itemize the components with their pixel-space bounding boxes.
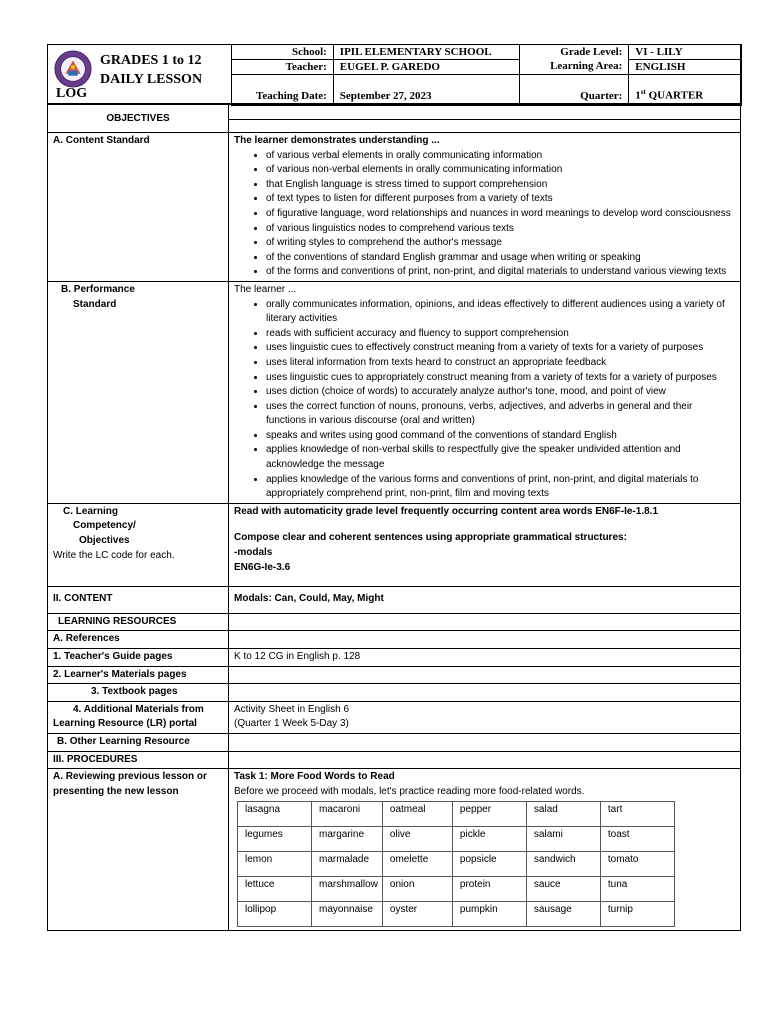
header-grid (231, 44, 742, 106)
lm-cell (229, 666, 741, 684)
additional-materials-label (48, 701, 229, 733)
food-word: lasagna (238, 802, 312, 827)
learning-competency-cell (229, 503, 741, 586)
list-item: • uses diction (choice of words) to accurately analyze author's tone, mood, and point of view (266, 385, 735, 400)
food-word: marshmallow (312, 877, 383, 902)
objectives-heading: OBJECTIVES (48, 105, 229, 133)
school-label: School: (232, 45, 334, 60)
textbook-cell (229, 684, 741, 702)
food-word: tomato (600, 852, 674, 877)
content-standard-label: A. Content Standard (48, 133, 229, 282)
textbook-label (48, 684, 229, 702)
lc-line1: Read with automaticity grade level frequently occurring content area words EN6F-Ie-1.8.1 (234, 505, 658, 517)
performance-label-line2: Standard (73, 298, 117, 310)
review-cell (229, 769, 741, 931)
quarter-suffix: st (640, 88, 646, 97)
add-label-line2: Learning Resource (LR) portal (53, 718, 197, 730)
quarter-number: 1 (635, 90, 641, 102)
area-label: Learning Area: (519, 60, 629, 75)
list-item: • uses the correct function of nouns, pronouns, verbs, adjectives, and adverbs in general and their functions in various discourse (oral and written) (266, 400, 735, 429)
other-resources-label (48, 733, 229, 751)
grade-value: VI - LILY (629, 45, 742, 60)
lc-line4: EN6G-Ie-3.6 (234, 561, 291, 573)
lc-label-line2: Competency/ (73, 520, 136, 532)
list-item: • of various verbal elements in orally communicating information (266, 149, 735, 164)
list-item: • uses linguistic cues to effectively construct meaning from a variety of texts for a variety of purposes (266, 341, 735, 356)
food-word: tuna (600, 877, 674, 902)
performance-label-line1: B. Performance (61, 283, 135, 295)
additional-materials-cell (229, 701, 741, 733)
list-item: • of figurative language, word relationships and nuances in word meanings to develop word consciousness (266, 207, 735, 222)
quarter-value (629, 75, 742, 106)
lm-label: 2. Learner's Materials pages (48, 666, 229, 684)
list-item: • of various linguistics nodes to comprehend various texts (266, 222, 735, 237)
table-row (238, 852, 675, 877)
review-label-line1: A. Reviewing previous lesson or (53, 771, 207, 783)
food-word: sandwich (526, 852, 600, 877)
content-standard-intro: The learner demonstrates understanding ... (234, 135, 440, 146)
content-standard-cell (229, 133, 741, 282)
lesson-table (47, 104, 741, 931)
add-value-line1: Activity Sheet in English 6 (234, 703, 350, 715)
lc-label-line3: Objectives (79, 535, 130, 547)
food-word: popsicle (452, 852, 526, 877)
food-words-table (237, 801, 675, 927)
food-word: macaroni (312, 802, 383, 827)
food-word: pumpkin (452, 902, 526, 927)
list-item: • that English language is stress timed to support comprehension (266, 178, 735, 193)
food-word: margarine (312, 827, 383, 852)
lc-label-line1: C. Learning (63, 505, 119, 517)
resources-heading-text: LEARNING RESOURCES (58, 615, 177, 627)
food-word: legumes (238, 827, 312, 852)
food-word: pickle (452, 827, 526, 852)
references-label: A. References (48, 631, 229, 649)
food-word: oyster (382, 902, 452, 927)
tg-value: K to 12 CG in English p. 128 (229, 649, 741, 667)
performance-standard-intro: The learner ... (234, 283, 297, 295)
teacher-label: Teacher: (232, 60, 334, 75)
area-value: ENGLISH (629, 60, 742, 75)
form-title-line3: LOG (56, 86, 88, 101)
food-word: omelette (382, 852, 452, 877)
other-resources-cell (229, 733, 741, 751)
date-value: September 27, 2023 (333, 75, 519, 106)
procedures-heading-cell (229, 751, 741, 769)
food-word: lollipop (238, 902, 312, 927)
lc-line3: -modals (234, 547, 273, 559)
learning-competency-label (48, 503, 229, 586)
review-label (48, 769, 229, 931)
list-item: • of various non-verbal elements in orally communicating information (266, 163, 735, 178)
task-title: Task 1: More Food Words to Read (234, 771, 395, 783)
food-word: sauce (526, 877, 600, 902)
resources-heading (48, 613, 229, 631)
food-word: sausage (526, 902, 600, 927)
list-item: • of text types to listen for different purposes from a variety of texts (266, 192, 735, 207)
daily-lesson-log (47, 44, 741, 931)
list-item: • of the forms and conventions of print, non-print, and digital materials to understand various viewing texts (266, 265, 735, 280)
teacher-value: EUGEL P. GAREDO (333, 60, 519, 75)
date-label: Teaching Date: (232, 75, 334, 106)
school-value: IPIL ELEMENTARY SCHOOL (333, 45, 519, 60)
form-title-line2: DAILY LESSON (100, 72, 203, 87)
performance-standard-list (234, 298, 735, 502)
list-item: • of the conventions of standard English grammar and usage when writing or speaking (266, 251, 735, 266)
references-cell (229, 631, 741, 649)
content-standard-list (234, 149, 735, 280)
food-word: protein (452, 877, 526, 902)
quarter-word: QUARTER (645, 90, 704, 102)
food-word: olive (382, 827, 452, 852)
resources-heading-cell (229, 613, 741, 631)
food-word: lettuce (238, 877, 312, 902)
deped-seal-icon (54, 50, 92, 88)
list-item: • speaks and writes using good command of the conventions of standard English (266, 429, 735, 444)
list-item: • applies knowledge of non-verbal skills to respectfully give the speaker undivided attention and acknowledge the message (266, 443, 735, 472)
list-item: • of writing styles to comprehend the author's message (266, 236, 735, 251)
table-row (238, 802, 675, 827)
food-word: lemon (238, 852, 312, 877)
food-word: salad (526, 802, 600, 827)
list-item: • uses literal information from texts heard to construct an appropriate feedback (266, 356, 735, 371)
textbook-label-text: 3. Textbook pages (91, 686, 178, 698)
add-label-line1: 4. Additional Materials from (73, 703, 204, 715)
tg-label: 1. Teacher's Guide pages (48, 649, 229, 667)
form-title (100, 51, 202, 89)
performance-standard-label (48, 281, 229, 503)
form-title-line1: GRADES 1 to 12 (100, 53, 202, 68)
list-item: • orally communicates information, opinions, and ideas effectively to different audiences using a variety of literary activities (266, 298, 735, 327)
list-item: • applies knowledge of the various forms and conventions of print, non-print, and digital materials to appropriately comprehend print, non-print, film and moving texts (266, 473, 735, 502)
food-word: onion (382, 877, 452, 902)
list-item: • uses linguistic cues to appropriately construct meaning from a variety of texts for a variety of purposes (266, 371, 735, 386)
food-word: tart (600, 802, 674, 827)
food-word: mayonnaise (312, 902, 383, 927)
objectives-heading-cell (229, 105, 741, 133)
other-resources-text: B. Other Learning Resource (57, 735, 190, 747)
add-value-line2: (Quarter 1 Week 5-Day 3) (234, 718, 349, 730)
quarter-label: Quarter: (519, 75, 629, 106)
review-label-line2: presenting the new lesson (53, 785, 179, 797)
food-word: toast (600, 827, 674, 852)
food-word: marmalade (312, 852, 383, 877)
header (47, 44, 741, 104)
grade-label: Grade Level: (519, 45, 629, 60)
lc-note: Write the LC code for each. (53, 549, 175, 561)
food-word: salami (526, 827, 600, 852)
table-row (238, 902, 675, 927)
content-value: Modals: Can, Could, May, Might (229, 587, 741, 614)
table-row (238, 827, 675, 852)
performance-standard-cell (229, 281, 741, 503)
food-word: turnip (600, 902, 674, 927)
food-word: oatmeal (382, 802, 452, 827)
procedures-heading: III. PROCEDURES (48, 751, 229, 769)
table-row (238, 877, 675, 902)
task-intro: Before we proceed with modals, let's practice reading more food-related words. (234, 785, 585, 797)
content-label: II. CONTENT (48, 587, 229, 614)
lc-line2: Compose clear and coherent sentences using appropriate grammatical structures: (234, 532, 627, 544)
list-item: • reads with sufficient accuracy and fluency to support comprehension (266, 327, 735, 342)
food-word: pepper (452, 802, 526, 827)
